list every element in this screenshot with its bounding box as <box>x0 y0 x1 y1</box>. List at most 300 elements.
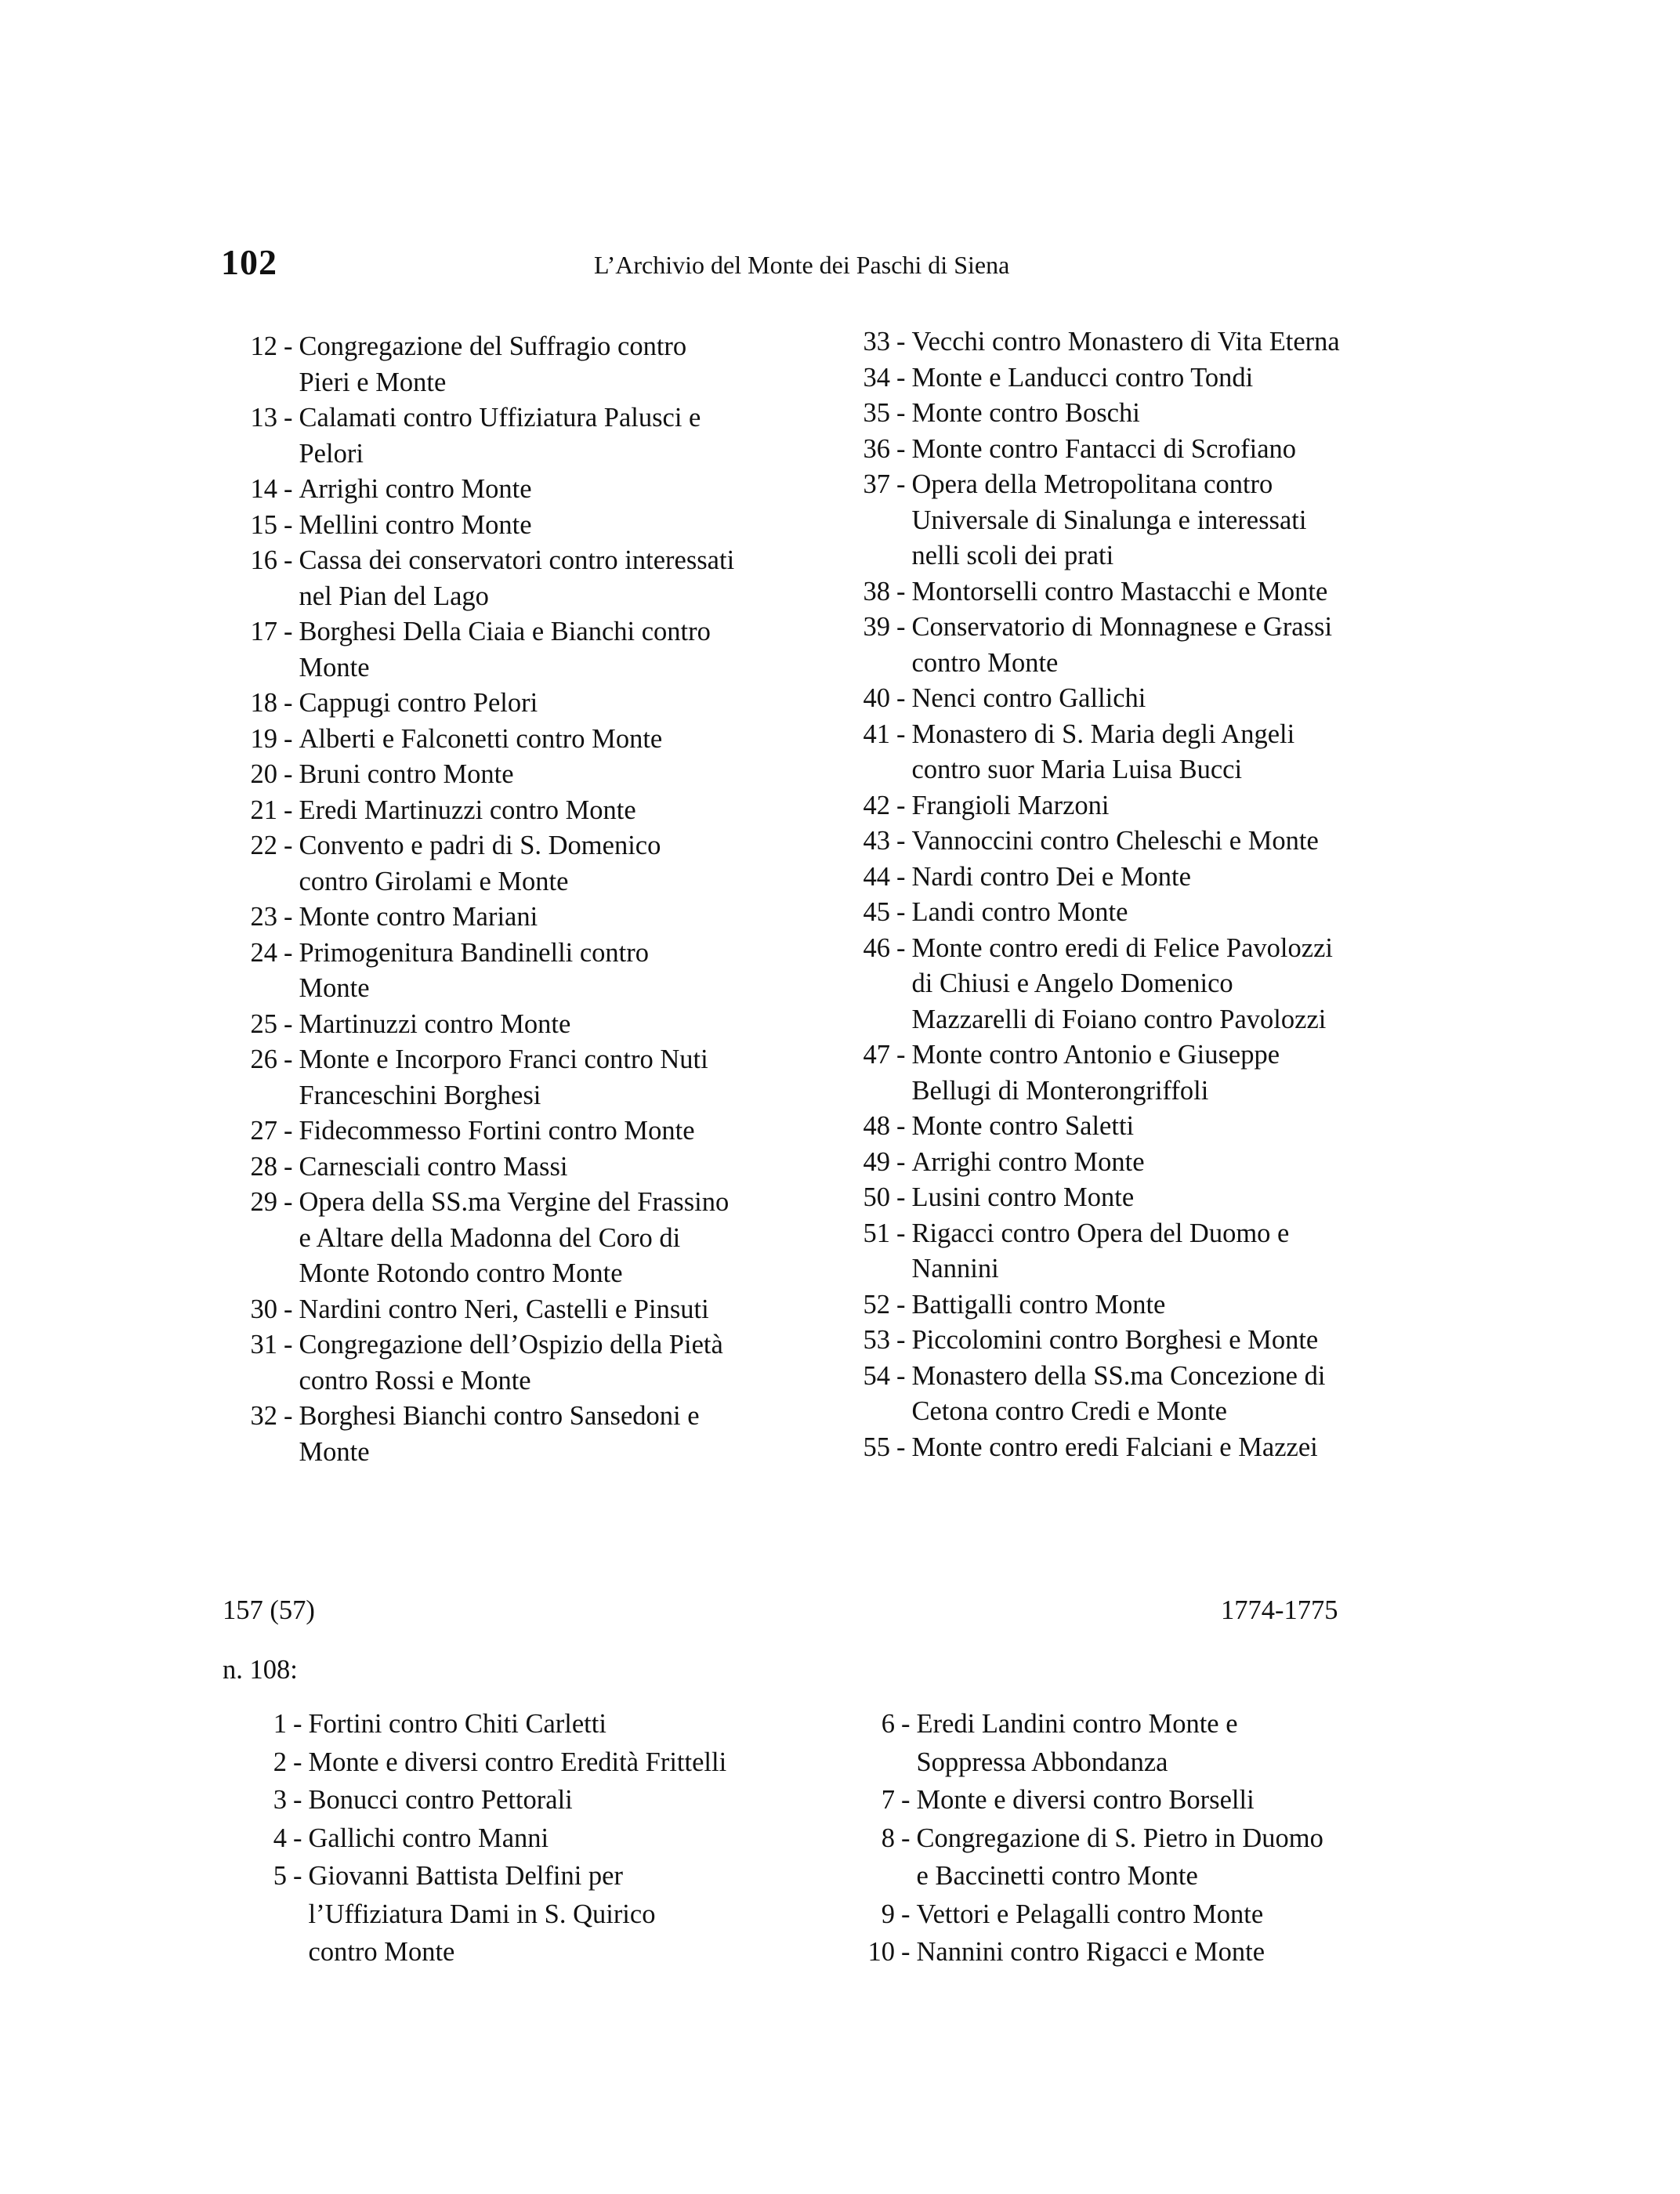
item-number: 19 <box>250 723 277 754</box>
item-text <box>299 400 819 472</box>
item-text-line: Nardi contro Dei e Monte <box>911 861 1191 892</box>
item-text-line: Cappugi contro Pelori <box>299 688 538 718</box>
item-text-line: Montorselli contro Mastacchi e Monte <box>911 576 1328 606</box>
item-number: 50 <box>863 1182 890 1212</box>
item-separator: - <box>896 861 906 892</box>
item-separator: - <box>896 683 906 713</box>
item-separator: - <box>284 1151 293 1182</box>
item-text-line: di Chiusi e Angelo Domenico <box>911 968 1233 998</box>
item-number: 43 <box>863 826 890 856</box>
item-number: 32 <box>250 1401 277 1431</box>
item-text-line: Nannini contro Rigacci e Monte <box>916 1937 1265 1967</box>
item-text <box>299 1113 819 1149</box>
item-text-line: Landi contro Monte <box>911 897 1128 927</box>
item-text-line: Eredi Martinuzzi contro Monte <box>299 795 636 825</box>
item-number: 20 <box>250 759 277 789</box>
list-item <box>223 722 818 758</box>
item-text-line: Mazzarelli di Foiano contro Pavolozzi <box>911 1004 1327 1034</box>
item-text-line: Monte e Landucci contro Tondi <box>911 362 1254 393</box>
item-number: 23 <box>250 902 277 932</box>
item-number: 8 <box>881 1823 895 1853</box>
list-item <box>840 1933 1436 1971</box>
list-item <box>223 543 818 614</box>
list-item <box>840 1895 1436 1934</box>
item-text-line: contro Girolami e Monte <box>299 866 569 896</box>
list-item <box>835 931 1431 1038</box>
item-text-line: nel Pian del Lago <box>299 581 489 611</box>
item-text-line: Monte contro Antonio e Giuseppe <box>911 1040 1280 1070</box>
item-number: 21 <box>250 795 277 825</box>
item-text-line: contro Monte <box>308 1937 455 1967</box>
item-text-line: Monte <box>299 1436 370 1467</box>
item-text-line: contro Monte <box>911 647 1059 678</box>
item-text <box>912 1109 1432 1145</box>
item-number: 12 <box>250 331 277 361</box>
item-text-line: Monastero di S. Maria degli Angeli <box>911 719 1295 749</box>
item-text-line: Calamati contro Uffiziatura Palusci e <box>299 403 701 433</box>
item-text-line: Nardini contro Neri, Castelli e Pinsuti <box>299 1294 709 1324</box>
item-text-line: nelli scoli dei prati <box>911 541 1114 570</box>
list-b-right <box>840 1705 1436 1971</box>
item-number: 15 <box>250 509 277 540</box>
item-number: 31 <box>250 1330 277 1359</box>
list-item <box>835 860 1431 896</box>
item-text <box>912 1287 1432 1323</box>
item-text-line: Frangioli Marzoni <box>911 790 1110 820</box>
list-item <box>835 717 1431 788</box>
list-item <box>232 1857 827 1971</box>
item-text <box>299 936 819 1007</box>
list-a-right <box>835 324 1431 1465</box>
item-text-line: contro suor Maria Luisa Bucci <box>911 755 1243 784</box>
item-separator: - <box>284 617 293 646</box>
item-text <box>912 860 1432 896</box>
item-text-line: Monte contro eredi di Felice Pavolozzi <box>911 932 1333 963</box>
item-text-line: Convento e padri di S. Domenico <box>299 831 661 860</box>
item-text-line: Alberti e Falconetti contro Monte <box>299 723 663 754</box>
section-id: 157 (57) <box>223 1595 315 1625</box>
item-text-line: Opera della Metropolitana contro <box>911 469 1273 499</box>
item-number: 48 <box>863 1111 890 1141</box>
item-text-line: Mellini contro Monte <box>299 509 532 540</box>
item-text-line: Borghesi Bianchi contro Sansedoni e <box>299 1401 700 1431</box>
item-text-line: Congregazione dell’Ospizio della Pietà <box>299 1330 723 1359</box>
list-item <box>840 1819 1436 1895</box>
item-text <box>299 1007 819 1043</box>
item-text-line: Monte contro Fantacci di Scrofiano <box>911 433 1297 464</box>
list-item <box>835 467 1431 574</box>
list-item <box>835 788 1431 824</box>
item-number: 49 <box>863 1146 890 1177</box>
item-text <box>917 1781 1436 1819</box>
item-text-line: Monte contro Saletti <box>911 1111 1135 1141</box>
item-separator: - <box>901 1937 911 1967</box>
list-item <box>223 1007 818 1043</box>
section-subtitle: n. 108: <box>223 1655 298 1685</box>
item-separator: - <box>896 790 906 820</box>
item-number: 13 <box>250 403 277 433</box>
list-item <box>223 1399 818 1470</box>
item-number: 26 <box>250 1045 277 1074</box>
item-text <box>912 1180 1432 1216</box>
list-item <box>835 432 1431 468</box>
item-number: 22 <box>250 831 277 860</box>
list-item <box>840 1705 1436 1781</box>
item-text <box>912 1145 1432 1181</box>
item-text <box>912 610 1432 681</box>
item-text <box>299 329 819 400</box>
list-item <box>223 329 818 400</box>
item-text <box>299 543 819 614</box>
list-item <box>835 1037 1431 1109</box>
item-text-line: Giovanni Battista Delfini per <box>308 1861 623 1891</box>
item-text <box>917 1933 1436 1971</box>
list-item <box>223 936 818 1007</box>
item-text <box>917 1819 1436 1895</box>
list-item <box>223 1042 818 1113</box>
item-separator: - <box>896 897 906 927</box>
item-text-line: Monte contro eredi Falciani e Mazzei <box>911 1432 1318 1462</box>
list-item <box>232 1705 827 1743</box>
list-item <box>223 1113 818 1149</box>
item-text-line: Congregazione del Suffragio contro <box>299 331 687 361</box>
list-item <box>835 610 1431 681</box>
section-date: 1774-1775 <box>1221 1595 1338 1625</box>
item-text-line: Piccolomini contro Borghesi e Monte <box>911 1325 1319 1355</box>
item-number: 25 <box>250 1008 277 1039</box>
list-b-left <box>232 1705 827 1971</box>
item-text-line: Franceschini Borghesi <box>299 1080 541 1110</box>
item-text-line: Arrighi contro Monte <box>299 474 532 504</box>
item-number: 7 <box>881 1785 895 1815</box>
item-separator: - <box>896 1289 906 1320</box>
list-item <box>223 1292 818 1328</box>
list-item <box>835 895 1431 931</box>
list-item <box>223 686 818 722</box>
item-text <box>309 1705 828 1743</box>
item-text <box>299 1149 819 1186</box>
list-item <box>232 1743 827 1782</box>
item-separator: - <box>901 1823 911 1853</box>
item-number: 2 <box>273 1747 287 1777</box>
item-text-line: Nenci contro Gallichi <box>911 683 1146 713</box>
item-text <box>299 900 819 936</box>
item-number: 42 <box>863 790 890 820</box>
item-separator: - <box>293 1785 302 1815</box>
item-separator: - <box>284 902 293 932</box>
list-item <box>835 1145 1431 1181</box>
list-item <box>223 472 818 508</box>
item-separator: - <box>896 1182 906 1212</box>
item-separator: - <box>896 612 906 642</box>
item-number: 52 <box>863 1289 890 1320</box>
item-text-line: Vannoccini contro Cheleschi e Monte <box>911 826 1319 856</box>
list-item <box>232 1819 827 1858</box>
list-item <box>835 1216 1431 1287</box>
list-item <box>223 900 818 936</box>
list-item <box>223 757 818 793</box>
item-text-line: Gallichi contro Manni <box>308 1823 549 1853</box>
item-separator: - <box>901 1785 911 1815</box>
item-number: 44 <box>863 861 890 892</box>
item-separator: - <box>284 1401 293 1431</box>
item-separator: - <box>284 509 293 540</box>
item-number: 1 <box>273 1709 287 1739</box>
item-text <box>309 1857 828 1971</box>
item-separator: - <box>896 1218 906 1248</box>
item-separator: - <box>284 937 293 968</box>
list-item <box>835 396 1431 432</box>
item-separator: - <box>284 795 293 825</box>
item-number: 24 <box>250 937 277 968</box>
item-text <box>299 793 819 829</box>
item-separator: - <box>284 1045 293 1074</box>
list-item <box>223 1185 818 1292</box>
item-text <box>912 788 1432 824</box>
item-text-line: Monte contro Mariani <box>299 902 538 932</box>
item-number: 35 <box>863 398 890 428</box>
item-text-line: Lusini contro Monte <box>911 1182 1135 1212</box>
item-text <box>299 614 819 686</box>
item-separator: - <box>284 331 293 361</box>
item-text-line: Cetona contro Credi e Monte <box>911 1396 1227 1426</box>
item-text-line: Opera della SS.ma Vergine del Frassino <box>299 1187 730 1217</box>
item-number: 5 <box>273 1861 287 1891</box>
item-text-line: Pieri e Monte <box>299 367 447 397</box>
item-text <box>299 686 819 722</box>
item-text <box>912 396 1432 432</box>
item-number: 47 <box>863 1040 890 1070</box>
item-number: 41 <box>863 719 890 749</box>
item-number: 34 <box>863 362 890 393</box>
item-text <box>299 1327 819 1399</box>
item-separator: - <box>896 576 906 606</box>
item-text-line: Carnesciali contro Massi <box>299 1151 568 1182</box>
item-text-line: Congregazione di S. Pietro in Duomo <box>916 1823 1323 1853</box>
item-separator: - <box>284 545 293 575</box>
list-item <box>835 324 1431 360</box>
item-text <box>912 1037 1432 1109</box>
item-text <box>299 508 819 544</box>
item-text <box>299 1042 819 1113</box>
item-text <box>912 681 1432 717</box>
item-separator: - <box>896 932 906 963</box>
item-separator: - <box>284 688 293 718</box>
item-text <box>299 1399 819 1470</box>
item-text <box>912 1216 1432 1287</box>
item-text <box>917 1895 1436 1934</box>
item-text-line: Nannini <box>911 1254 999 1283</box>
item-separator: - <box>896 1146 906 1177</box>
item-separator: - <box>293 1747 302 1777</box>
item-text-line: e Baccinetti contro Monte <box>916 1861 1198 1891</box>
item-separator: - <box>901 1709 911 1739</box>
item-separator: - <box>293 1823 302 1853</box>
item-separator: - <box>284 1294 293 1324</box>
item-text <box>912 324 1432 360</box>
item-text-line: Monte contro Boschi <box>911 398 1140 428</box>
item-text-line: Monte e diversi contro Eredità Frittelli <box>308 1747 727 1777</box>
list-item <box>835 681 1431 717</box>
item-text <box>299 1292 819 1328</box>
item-number: 6 <box>881 1709 895 1739</box>
list-item <box>835 1180 1431 1216</box>
item-text-line: Battigalli contro Monte <box>911 1289 1166 1320</box>
item-text-line: Monte Rotondo contro Monte <box>299 1258 623 1288</box>
item-number: 4 <box>273 1823 287 1853</box>
item-text-line: l’Uffiziatura Dami in S. Quirico <box>308 1899 656 1929</box>
item-text <box>299 1185 819 1292</box>
item-separator: - <box>896 1325 906 1355</box>
list-item <box>835 1359 1431 1430</box>
list-item <box>835 1323 1431 1359</box>
item-text <box>912 360 1432 396</box>
item-number: 33 <box>863 327 890 357</box>
list-a-left <box>223 329 818 1470</box>
item-text <box>299 757 819 793</box>
item-text-line: Monte e diversi contro Borselli <box>916 1785 1255 1815</box>
item-text <box>309 1781 828 1819</box>
item-number: 54 <box>863 1360 890 1391</box>
list-item <box>835 1109 1431 1145</box>
item-text <box>912 895 1432 931</box>
item-number: 37 <box>863 469 890 499</box>
item-number: 38 <box>863 576 890 606</box>
item-text-line: e Altare della Madonna del Coro di <box>299 1222 681 1253</box>
item-text-line: Fidecommesso Fortini contro Monte <box>299 1116 695 1146</box>
item-separator: - <box>284 831 293 860</box>
item-separator: - <box>284 1330 293 1359</box>
item-separator: - <box>896 1111 906 1141</box>
item-number: 14 <box>250 474 277 504</box>
item-separator: - <box>284 403 293 433</box>
item-text-line: Cassa dei conservatori contro interessati <box>299 545 735 575</box>
list-item <box>223 828 818 900</box>
item-text <box>912 432 1432 468</box>
item-number: 40 <box>863 683 890 713</box>
item-text-line: Monte <box>299 652 370 682</box>
item-separator: - <box>896 327 906 357</box>
list-item <box>223 508 818 544</box>
list-item <box>835 1430 1431 1466</box>
item-text-line: Monte e Incorporo Franci contro Nuti <box>299 1045 708 1074</box>
item-text <box>912 1359 1432 1430</box>
item-separator: - <box>284 723 293 754</box>
item-separator: - <box>896 362 906 393</box>
item-text-line: Universale di Sinalunga e interessati <box>911 505 1307 535</box>
item-separator: - <box>896 1360 906 1391</box>
list-item <box>232 1781 827 1819</box>
item-separator: - <box>284 1187 293 1217</box>
list-item <box>835 1287 1431 1323</box>
item-text-line: Monastero della SS.ma Concezione di <box>911 1360 1326 1391</box>
list-item <box>223 400 818 472</box>
item-separator: - <box>293 1709 302 1739</box>
item-number: 9 <box>881 1899 895 1929</box>
item-text-line: Monte <box>299 973 370 1003</box>
item-text-line: Rigacci contro Opera del Duomo e <box>911 1218 1290 1248</box>
item-separator: - <box>896 719 906 749</box>
item-separator: - <box>901 1899 911 1929</box>
item-separator: - <box>896 469 906 499</box>
item-text <box>912 717 1432 788</box>
item-text <box>912 824 1432 860</box>
item-number: 36 <box>863 433 890 464</box>
list-item <box>223 614 818 686</box>
item-text-line: Bruni contro Monte <box>299 759 514 789</box>
item-separator: - <box>896 1040 906 1070</box>
running-title: L’Archivio del Monte dei Paschi di Siena <box>594 251 1010 279</box>
item-number: 39 <box>863 612 890 642</box>
item-text-line: Eredi Landini contro Monte e <box>916 1709 1238 1739</box>
item-number: 46 <box>863 932 890 963</box>
list-item <box>835 574 1431 610</box>
list-item <box>840 1781 1436 1819</box>
item-separator: - <box>284 474 293 504</box>
item-number: 51 <box>863 1218 890 1248</box>
item-number: 18 <box>250 688 277 718</box>
item-text <box>912 467 1432 574</box>
list-item <box>223 1327 818 1399</box>
item-text <box>912 1430 1432 1466</box>
page-number: 102 <box>221 242 277 282</box>
item-text-line: Primogenitura Bandinelli contro <box>299 937 649 968</box>
item-text <box>299 722 819 758</box>
item-text-line: Fortini contro Chiti Carletti <box>308 1709 606 1739</box>
item-text-line: Vettori e Pelagalli contro Monte <box>916 1899 1264 1929</box>
item-text-line: Pelori <box>299 438 364 469</box>
item-text-line: Martinuzzi contro Monte <box>299 1008 571 1039</box>
item-text-line: Bellugi di Monterongriffoli <box>911 1075 1209 1106</box>
item-number: 55 <box>863 1432 890 1462</box>
item-number: 29 <box>250 1187 277 1217</box>
item-text <box>912 1323 1432 1359</box>
item-number: 3 <box>273 1785 287 1815</box>
list-item <box>835 824 1431 860</box>
item-text <box>299 472 819 508</box>
item-separator: - <box>284 759 293 789</box>
item-separator: - <box>896 1432 906 1462</box>
item-number: 30 <box>250 1294 277 1324</box>
item-separator: - <box>896 433 906 464</box>
item-number: 53 <box>863 1325 890 1355</box>
list-item <box>223 1149 818 1186</box>
item-separator: - <box>284 1008 293 1039</box>
item-text <box>912 574 1432 610</box>
item-text-line: Soppressa Abbondanza <box>916 1747 1168 1777</box>
item-separator: - <box>896 826 906 856</box>
item-number: 17 <box>250 617 277 646</box>
item-separator: - <box>284 1116 293 1146</box>
item-number: 45 <box>863 897 890 927</box>
item-text-line: Conservatorio di Monnagnese e Grassi <box>911 612 1333 642</box>
item-text <box>912 931 1432 1038</box>
item-text <box>309 1819 828 1858</box>
item-text <box>917 1705 1436 1781</box>
item-text-line: Arrighi contro Monte <box>911 1146 1145 1177</box>
list-item <box>223 793 818 829</box>
item-number: 27 <box>250 1116 277 1146</box>
item-number: 28 <box>250 1151 277 1182</box>
item-text-line: Bonucci contro Pettorali <box>308 1785 573 1815</box>
item-separator: - <box>896 398 906 428</box>
item-separator: - <box>293 1861 302 1891</box>
item-number: 16 <box>250 545 277 575</box>
item-text <box>299 828 819 900</box>
item-text-line: Vecchi contro Monastero di Vita Eterna <box>911 327 1340 357</box>
item-number: 10 <box>867 1937 895 1967</box>
item-text <box>309 1743 828 1782</box>
